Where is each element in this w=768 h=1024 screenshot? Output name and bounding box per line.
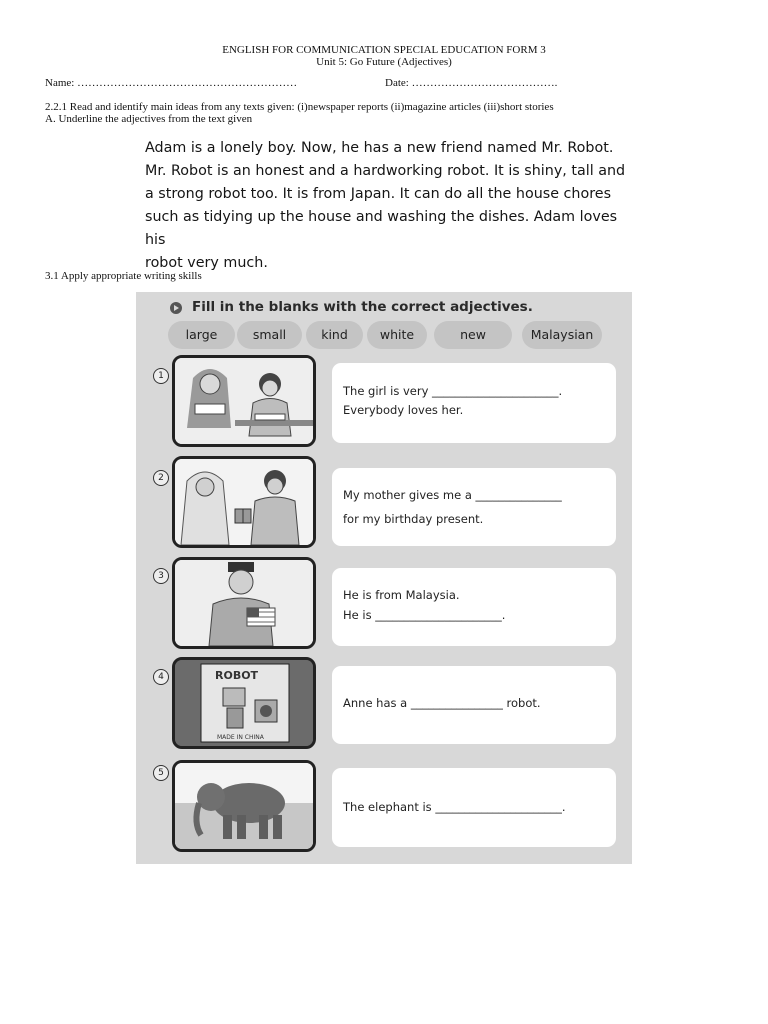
exercise-instruction: Fill in the blanks with the correct adjectives. [192, 299, 533, 315]
word-bank-malaysian: Malaysian [522, 321, 602, 349]
mother-giving-gift-illustration [172, 456, 316, 548]
passage-line[interactable]: Adam is a lonely boy. Now, he has a new friend named Mr. Robot. [145, 140, 614, 156]
reading-passage [145, 137, 630, 275]
worksheet-title: ENGLISH FOR COMMUNICATION SPECIAL EDUCATION FORM 3 [222, 44, 546, 56]
item-number: 4 [153, 669, 169, 685]
item-sentence[interactable]: The girl is very ______________________. [343, 384, 563, 398]
date-field[interactable]: Date: …………………………………. [385, 77, 558, 89]
item-sentence: Everybody loves her. [343, 403, 464, 417]
item-number: 5 [153, 765, 169, 781]
item-4-card [332, 666, 616, 744]
passage-line[interactable]: a strong robot too. It is from Japan. It can do all the house chores [145, 186, 612, 202]
reading-standard: 2.2.1 Read and identify main ideas from any texts given: (i)newspaper reports (ii)magazine articles (iii)short stories [45, 101, 554, 113]
section-a-instruction: A. Underline the adjectives from the text given [45, 113, 253, 125]
item-sentence: He is from Malaysia. [343, 588, 460, 602]
writing-standard: 3.1 Apply appropriate writing skills [45, 270, 202, 282]
item-sentence: for my birthday present. [343, 512, 484, 526]
item-2-card [332, 468, 616, 546]
passage-line[interactable]: robot very much. [145, 255, 268, 271]
passage-line[interactable]: Mr. Robot is an honest and a hardworking robot. It is shiny, tall and [145, 163, 626, 179]
malaysian-boy-illustration [172, 557, 316, 649]
name-field[interactable]: Name: …………………………………………………… [45, 77, 298, 89]
word-bank-kind: kind [306, 321, 363, 349]
item-1-card [332, 363, 616, 443]
item-sentence[interactable]: My mother gives me a _______________ [343, 488, 562, 502]
passage-line[interactable]: such as tidying up the house and washing the dishes. Adam loves his [145, 209, 618, 248]
item-3-card [332, 568, 616, 646]
word-bank-white: white [367, 321, 427, 349]
item-number: 2 [153, 470, 169, 486]
toy-robot-box-illustration [172, 657, 316, 749]
item-number: 3 [153, 568, 169, 584]
item-number: 1 [153, 368, 169, 384]
word-bank-small: small [237, 321, 302, 349]
girls-with-cake-illustration [172, 355, 316, 447]
item-sentence[interactable]: The elephant is ______________________. [343, 800, 566, 814]
robot-box-origin: MADE IN CHINA [217, 734, 264, 741]
item-sentence[interactable]: Anne has a ________________ robot. [343, 696, 541, 710]
word-bank-new: new [434, 321, 512, 349]
robot-box-label: ROBOT [215, 669, 259, 682]
elephant-photo [172, 760, 316, 852]
item-5-card [332, 768, 616, 847]
unit-title: Unit 5: Go Future (Adjectives) [316, 56, 452, 68]
exercise-panel [136, 292, 632, 864]
item-sentence[interactable]: He is ______________________. [343, 608, 506, 622]
word-bank-large: large [168, 321, 235, 349]
play-arrow-icon [170, 302, 182, 314]
